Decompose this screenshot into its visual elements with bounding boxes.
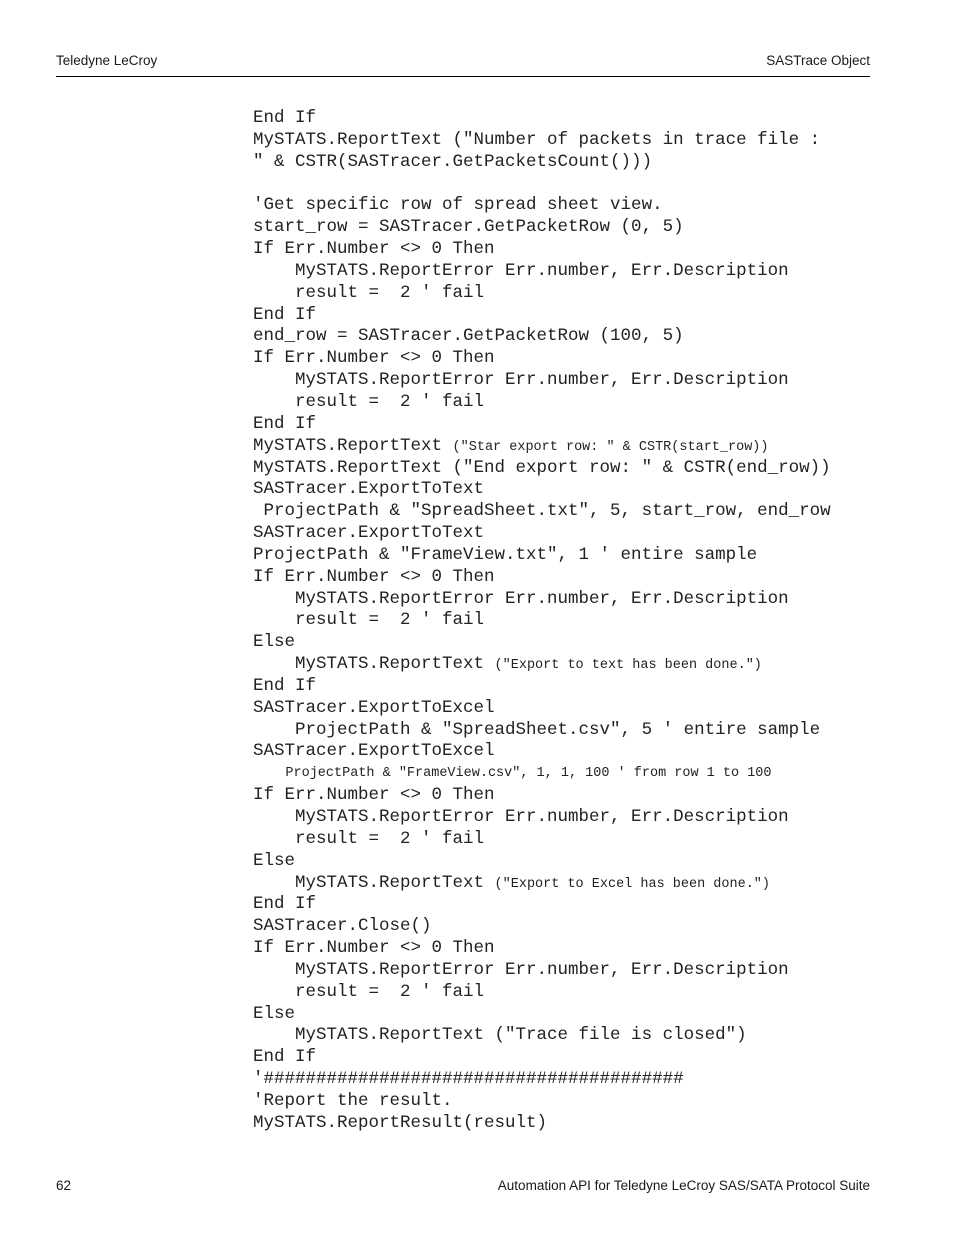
code-line — [253, 829, 893, 851]
code-text: SASTracer.ExportToExcel — [253, 697, 495, 718]
code-line — [253, 982, 893, 1004]
code-text: MySTATS.ReportError Err.number, Err.Description — [253, 588, 789, 609]
code-line — [253, 632, 893, 654]
code-line — [253, 785, 893, 807]
code-line — [253, 501, 893, 523]
code-text-small: ("Star export row: " & CSTR(start_row)) — [452, 439, 769, 455]
code-text: MySTATS.ReportError Err.number, Err.Description — [253, 807, 789, 827]
code-text-small: ("Export to text has been done.") — [494, 658, 762, 674]
code-text: MySTATS.ReportError Err.number, Err.Description — [253, 260, 789, 281]
code-line — [253, 130, 893, 152]
code-line — [253, 392, 893, 414]
code-line — [253, 676, 893, 698]
code-line — [253, 523, 893, 545]
code-line — [253, 479, 893, 501]
page-number: 62 — [56, 1178, 72, 1193]
code-text: MySTATS.ReportResult(result) — [253, 1112, 548, 1133]
code-line — [253, 545, 893, 567]
code-text: 'Report the result. — [253, 1090, 453, 1111]
code-line — [253, 1113, 893, 1135]
code-text-small: ("Export to Excel has been done.") — [494, 876, 770, 892]
code-text: MySTATS.ReportText ("Number of packets in trace file : — [253, 129, 821, 150]
code-line — [253, 807, 893, 829]
code-text: 'Get specific row of spread sheet view. — [253, 195, 663, 216]
code-text: ProjectPath & "FrameView.txt", 1 ' entire sample — [253, 544, 758, 565]
code-line — [253, 610, 893, 632]
header-company: Teledyne LeCroy — [56, 53, 158, 68]
code-line — [253, 589, 893, 611]
code-text: Else — [253, 1003, 296, 1024]
page-header — [56, 52, 870, 77]
code-text: SASTracer.Close() — [253, 916, 432, 937]
code-text: result = 2 ' fail — [253, 981, 485, 1002]
code-line — [253, 1091, 893, 1113]
code-text: If Err.Number <> 0 Then — [253, 239, 495, 260]
code-text: SASTracer.ExportToText — [253, 479, 485, 500]
code-text: End If — [253, 894, 317, 915]
code-text: If Err.Number <> 0 Then — [253, 938, 495, 959]
code-line — [253, 348, 893, 370]
code-text: MySTATS.ReportText ("End export row: " & CSTR(end_row)) — [253, 457, 831, 478]
code-text: Else — [253, 850, 296, 871]
code-line — [253, 1069, 893, 1091]
code-text: " & CSTR(SASTracer.GetPacketsCount())) — [253, 151, 653, 172]
code-text: If Err.Number <> 0 Then — [253, 566, 495, 587]
code-line — [253, 894, 893, 916]
code-line — [253, 283, 893, 305]
code-text: MySTATS.ReportText — [253, 872, 495, 893]
code-line — [253, 152, 893, 174]
code-line — [253, 873, 893, 895]
code-text: MySTATS.ReportError Err.number, Err.Description — [253, 370, 789, 391]
code-line — [253, 698, 893, 720]
code-line — [253, 174, 893, 196]
code-line — [253, 916, 893, 938]
code-text: MySTATS.ReportText ("Trace file is closed") — [253, 1025, 747, 1046]
code-text: End If — [253, 413, 317, 434]
code-text: result = 2 ' fail — [253, 282, 485, 303]
page-footer — [56, 1176, 870, 1198]
code-text: SASTracer.ExportToExcel — [253, 741, 495, 762]
code-line — [253, 851, 893, 873]
code-text: Else — [253, 632, 296, 653]
code-text: ProjectPath & "SpreadSheet.csv", 5 ' entire sample — [253, 719, 821, 740]
code-text: start_row = SASTracer.GetPacketRow (0, 5) — [253, 217, 684, 238]
code-text: '######################################## — [253, 1069, 684, 1090]
header-section-title: SASTrace Object — [766, 53, 870, 68]
code-text: MySTATS.ReportError Err.number, Err.Description — [253, 959, 789, 980]
code-text: MySTATS.ReportText — [253, 435, 453, 456]
code-line — [253, 938, 893, 960]
code-text: end_row = SASTracer.GetPacketRow (100, 5) — [253, 326, 684, 347]
code-line — [253, 305, 893, 327]
code-line — [253, 108, 893, 130]
code-line — [253, 458, 893, 480]
code-text: SASTracer.ExportToText — [253, 523, 485, 544]
footer-document-title: Automation API for Teledyne LeCroy SAS/SATA Protocol Suite — [497, 1178, 870, 1193]
code-line — [253, 1004, 893, 1026]
code-line — [253, 195, 893, 217]
code-text: ProjectPath & "FrameView.csv", 1, 1, 100 ' from row 1 to 100 — [253, 766, 772, 782]
code-line — [253, 414, 893, 436]
code-line — [253, 567, 893, 589]
code-text: ProjectPath & "SpreadSheet.txt", 5, start_row, end_row — [253, 501, 831, 522]
code-line — [253, 370, 893, 392]
code-text: End If — [253, 304, 317, 325]
code-line — [253, 436, 893, 458]
code-line — [253, 217, 893, 239]
code-line — [253, 720, 893, 742]
code-line — [253, 326, 893, 348]
code-line — [253, 1047, 893, 1069]
code-text: End If — [253, 675, 317, 696]
code-text: End If — [253, 108, 317, 128]
code-text: result = 2 ' fail — [253, 610, 485, 631]
code-listing — [253, 108, 893, 1135]
code-line — [253, 239, 893, 261]
code-line — [253, 261, 893, 283]
code-line — [253, 763, 893, 785]
code-text: End If — [253, 1047, 317, 1068]
code-text: If Err.Number <> 0 Then — [253, 785, 495, 806]
code-text: result = 2 ' fail — [253, 828, 485, 849]
code-text: result = 2 ' fail — [253, 391, 485, 412]
code-text: MySTATS.ReportText — [253, 654, 495, 675]
code-line — [253, 654, 893, 676]
code-line — [253, 960, 893, 982]
code-line — [253, 1025, 893, 1047]
code-text: If Err.Number <> 0 Then — [253, 348, 495, 369]
code-line — [253, 741, 893, 763]
